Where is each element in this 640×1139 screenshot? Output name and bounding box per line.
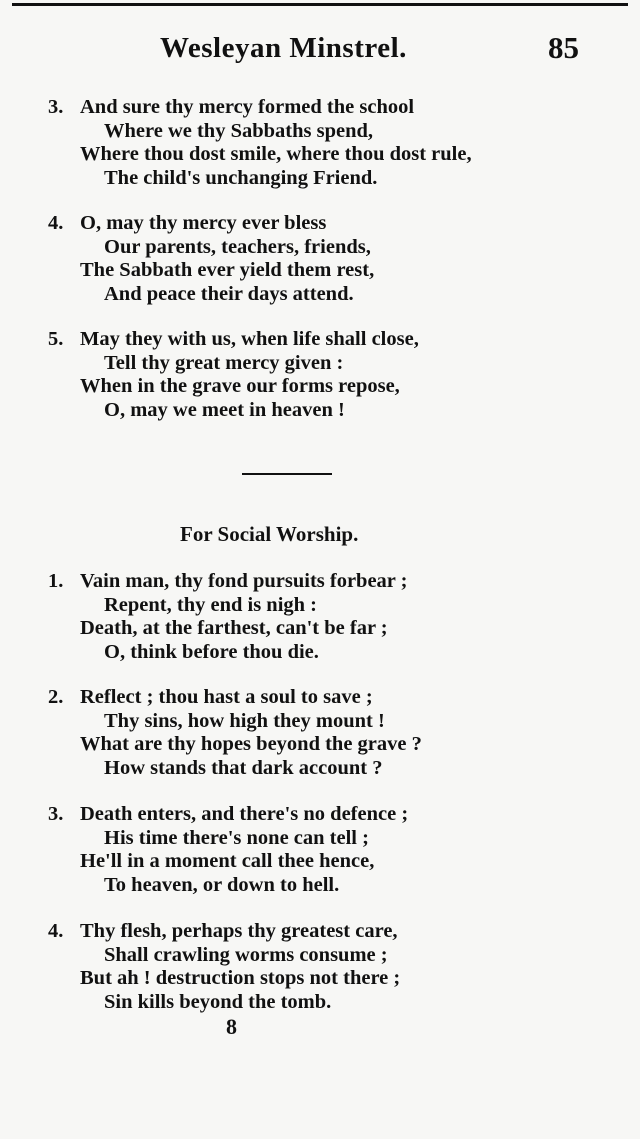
verse-line: Thy flesh, perhaps thy greatest care, [80,920,398,942]
stanza-5-continued [0,328,640,422]
stanza-number: 4. [48,212,64,234]
verse-line: Vain man, thy fond pursuits forbear ; [80,570,408,592]
stanza-number: 1. [48,570,64,592]
stanza-line [0,352,640,376]
verse-line: Shall crawling worms consume ; [104,943,388,966]
stanza-line [0,827,640,851]
top-rule [12,3,628,6]
verse-line: To heaven, or down to hell. [104,873,340,896]
verse-line: O, may we meet in heaven ! [104,398,345,421]
stanza-number: 3. [48,96,64,118]
verse-line: His time there's none can tell ; [104,826,369,849]
stanza-line [0,96,640,120]
stanza-line [0,733,640,757]
stanza-2 [0,686,640,780]
stanza-line [0,375,640,399]
stanza-line [0,328,640,352]
verse-line: The child's unchanging Friend. [104,166,378,189]
running-title: Wesleyan Minstrel. [160,32,407,64]
verse-line: May they with us, when life shall close, [80,328,419,350]
stanza-number: 4. [48,920,64,942]
stanza-line [0,757,640,781]
stanza-number: 5. [48,328,64,350]
page-number: 85 [548,30,579,65]
stanza-line [0,570,640,594]
stanza-line [0,641,640,665]
stanza-line [0,167,640,191]
stanza-line [0,399,640,423]
verse-line: And sure thy mercy formed the school [80,96,415,118]
verse-line: Repent, thy end is nigh : [104,593,318,616]
verse-line: The Sabbath ever yield them rest, [80,259,375,281]
verse-line: Where thou dost smile, where thou dost rule, [80,143,472,165]
stanza-line [0,803,640,827]
stanza-line [0,120,640,144]
stanza-line [0,259,640,283]
stanza-line [0,944,640,968]
hymn-title: For Social Worship. [180,522,359,546]
stanza-line [0,710,640,734]
verse-line: Tell thy great mercy given : [104,351,344,374]
stanza-line [0,236,640,260]
stanza-line [0,920,640,944]
stanza-4 [0,920,640,1014]
verse-line: He'll in a moment call thee hence, [80,850,375,872]
stanza-number: 3. [48,803,64,825]
verse-line: When in the grave our forms repose, [80,375,400,397]
verse-line: Reflect ; thou hast a soul to save ; [80,686,373,708]
printer-signature: 8 [226,1014,237,1039]
verse-line: O, may thy mercy ever bless [80,212,327,234]
stanza-line [0,594,640,618]
page-header [0,28,640,76]
stanza-3 [0,803,640,897]
verse-line: Death enters, and there's no defence ; [80,803,409,825]
stanza-line [0,617,640,641]
stanza-number: 2. [48,686,64,708]
verse-line: Our parents, teachers, friends, [104,235,371,258]
stanza-line [0,283,640,307]
stanza-4-continued [0,212,640,306]
stanza-1 [0,570,640,664]
stanza-line [0,143,640,167]
section-divider [242,473,332,475]
verse-line: Death, at the farthest, can't be far ; [80,617,388,639]
verse-line: Thy sins, how high they mount ! [104,709,385,732]
verse-line: Where we thy Sabbaths spend, [104,119,374,142]
stanza-3-continued [0,96,640,190]
stanza-line [0,967,640,991]
stanza-line [0,850,640,874]
verse-line: And peace their days attend. [104,282,354,305]
stanza-line [0,686,640,710]
stanza-line [0,991,640,1015]
stanza-line [0,212,640,236]
verse-line: But ah ! destruction stops not there ; [80,967,401,989]
verse-line: O, think before thou die. [104,640,319,663]
verse-line: How stands that dark account ? [104,756,383,779]
verse-line: What are thy hopes beyond the grave ? [80,733,422,755]
verse-line: Sin kills beyond the tomb. [104,990,332,1013]
stanza-line [0,874,640,898]
